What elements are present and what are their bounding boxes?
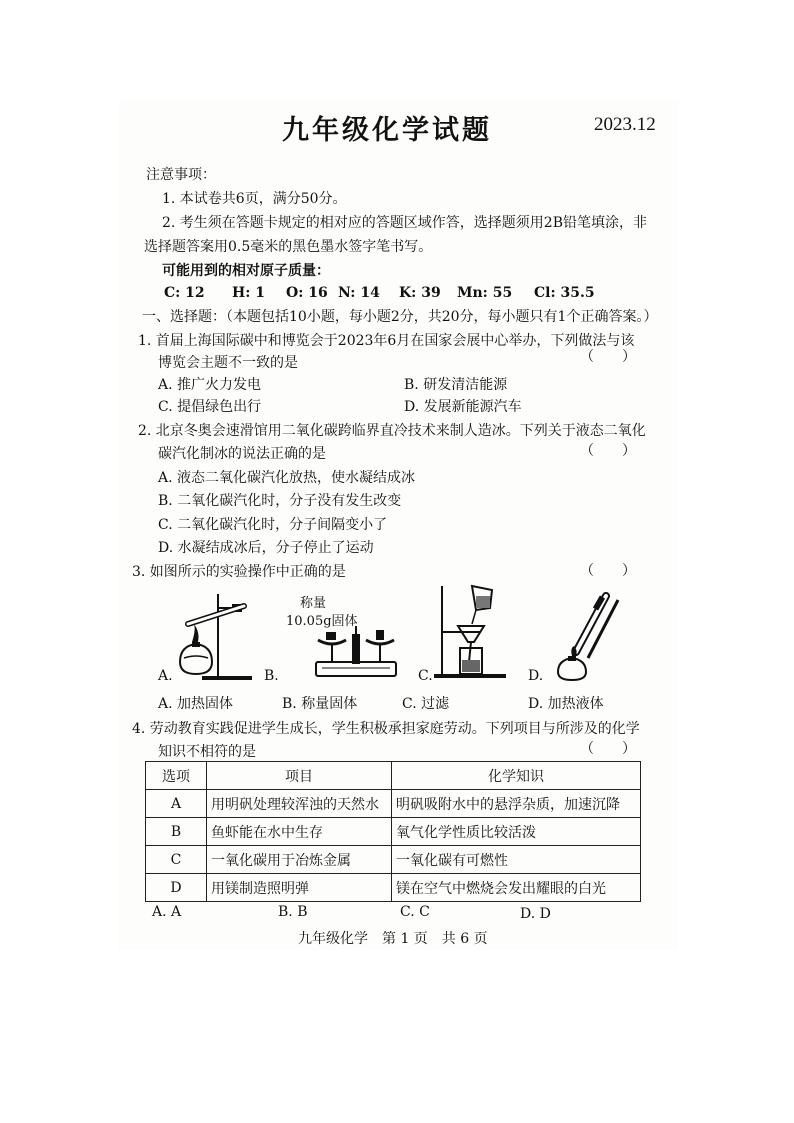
balance-label-line2: 10.05g固体 bbox=[286, 614, 358, 629]
section-1-heading: 一、选择题：（本题包括10小题，每小题2分，共20分，每小题只有1个正确答案。） bbox=[142, 309, 658, 325]
heating-solid-apparatus bbox=[172, 586, 262, 684]
atomic-mass-c: C: 12 bbox=[164, 285, 205, 301]
notice-item-1: 1. 本试卷共6页，满分50分。 bbox=[162, 191, 347, 207]
filtration-apparatus bbox=[432, 582, 508, 682]
balance-label-line1: 称量 bbox=[300, 596, 327, 611]
q2-option-b: B. 二氧化碳汽化时，分子没有发生改变 bbox=[158, 493, 402, 509]
q2-answer-paren: （ ） bbox=[580, 443, 636, 459]
atomic-mass-o: O: 16 bbox=[286, 285, 328, 301]
atomic-mass-cl: Cl: 35.5 bbox=[534, 285, 595, 301]
q2-option-a: A. 液态二氧化碳汽化放热，使水凝结成冰 bbox=[158, 470, 416, 486]
heating-liquid-apparatus bbox=[548, 592, 628, 682]
q2-stem-line2: 碳汽化制冰的说法正确的是 bbox=[158, 446, 326, 462]
table-cell-knowledge: 明矾吸附水中的悬浮杂质，加速沉降 bbox=[392, 790, 641, 818]
balance-apparatus bbox=[308, 622, 404, 680]
atomic-mass-h: H: 1 bbox=[232, 285, 266, 301]
q1-option-b: B. 研发清洁能源 bbox=[404, 377, 508, 393]
atomic-mass-k: K: 39 bbox=[399, 285, 441, 301]
table-row bbox=[146, 874, 641, 902]
table-cell-option: C bbox=[146, 846, 207, 874]
q1-stem-line1: 1. 首届上海国际碳中和博览会于2023年6月在国家会展中心举办，下列做法与该 bbox=[138, 333, 635, 349]
table-cell-option: D bbox=[146, 874, 207, 902]
figure-a-label: A. bbox=[158, 668, 173, 684]
q4-answer-paren: （ ） bbox=[580, 741, 636, 757]
q2-option-d: D. 水凝结成冰后，分子停止了运动 bbox=[158, 540, 374, 556]
figure-b-label: B. bbox=[264, 668, 279, 684]
q3-stem: 3. 如图所示的实验操作中正确的是 bbox=[132, 564, 346, 580]
atomic-mass-n: N: 14 bbox=[338, 285, 380, 301]
table-header-knowledge: 化学知识 bbox=[392, 762, 641, 790]
q4-table bbox=[145, 761, 641, 902]
q1-stem-line2: 博览会主题不一致的是 bbox=[158, 355, 298, 371]
table-cell-option: A bbox=[146, 790, 207, 818]
table-cell-item: 用镁制造照明弹 bbox=[207, 874, 392, 902]
q3-option-b: B. 称量固体 bbox=[282, 696, 358, 712]
q2-option-c: C. 二氧化碳汽化时，分子间隔变小了 bbox=[158, 517, 388, 533]
table-header-item: 项目 bbox=[207, 762, 392, 790]
q4-option-b: B. B bbox=[278, 904, 308, 920]
page-footer: 九年级化学 第 1 页 共 6 页 bbox=[298, 931, 488, 947]
notice-item-2a: 2. 考生须在答题卡规定的相对应的答题区域作答，选择题须用2B铅笔填涂，非 bbox=[162, 215, 648, 231]
table-cell-knowledge: 镁在空气中燃烧会发出耀眼的白光 bbox=[392, 874, 641, 902]
q1-option-d: D. 发展新能源汽车 bbox=[404, 399, 522, 415]
table-row bbox=[146, 790, 641, 818]
table-cell-knowledge: 一氧化碳有可燃性 bbox=[392, 846, 641, 874]
q4-option-a: A. A bbox=[152, 904, 182, 920]
table-row bbox=[146, 818, 641, 846]
atomic-mass-mn: Mn: 55 bbox=[457, 285, 513, 301]
q3-option-a: A. 加热固体 bbox=[158, 696, 234, 712]
figure-d-label: D. bbox=[528, 668, 544, 684]
q3-option-d: D. 加热液体 bbox=[528, 696, 604, 712]
q4-option-d: D. D bbox=[520, 906, 551, 922]
atomic-mass-heading: 可能用到的相对原子质量： bbox=[162, 263, 330, 279]
table-cell-item: 一氧化碳用于冶炼金属 bbox=[207, 846, 392, 874]
q2-stem-line1: 2. 北京冬奥会速滑馆用二氧化碳跨临界直冷技术来制人造冰。下列关于液态二氧化 bbox=[138, 423, 646, 439]
table-header-option: 选项 bbox=[146, 762, 207, 790]
q4-option-c: C. C bbox=[400, 904, 430, 920]
q3-option-c: C. 过滤 bbox=[402, 696, 450, 712]
table-cell-knowledge: 氧气化学性质比较活泼 bbox=[392, 818, 641, 846]
page-title: 九年级化学试题 bbox=[282, 115, 492, 146]
table-row bbox=[146, 846, 641, 874]
table-cell-item: 鱼虾能在水中生存 bbox=[207, 818, 392, 846]
notice-heading: 注意事项： bbox=[146, 167, 216, 183]
q4-stem-line2: 知识不相符的是 bbox=[158, 744, 256, 760]
q1-option-c: C. 提倡绿色出行 bbox=[158, 399, 262, 415]
notice-item-2b: 选择题答案用0.5毫米的黑色墨水签字笔书写。 bbox=[144, 239, 433, 255]
figure-c-label: C. bbox=[418, 668, 433, 684]
q1-answer-paren: （ ） bbox=[580, 349, 636, 365]
q3-answer-paren: （ ） bbox=[580, 563, 636, 579]
table-cell-item: 用明矾处理较浑浊的天然水 bbox=[207, 790, 392, 818]
table-cell-option: B bbox=[146, 818, 207, 846]
q4-stem-line1: 4. 劳动教育实践促进学生成长，学生积极承担家庭劳动。下列项目与所涉及的化学 bbox=[132, 721, 640, 737]
table-header-row bbox=[146, 762, 641, 790]
exam-date: 2023.12 bbox=[594, 114, 656, 135]
q1-option-a: A. 推广火力发电 bbox=[158, 377, 262, 393]
